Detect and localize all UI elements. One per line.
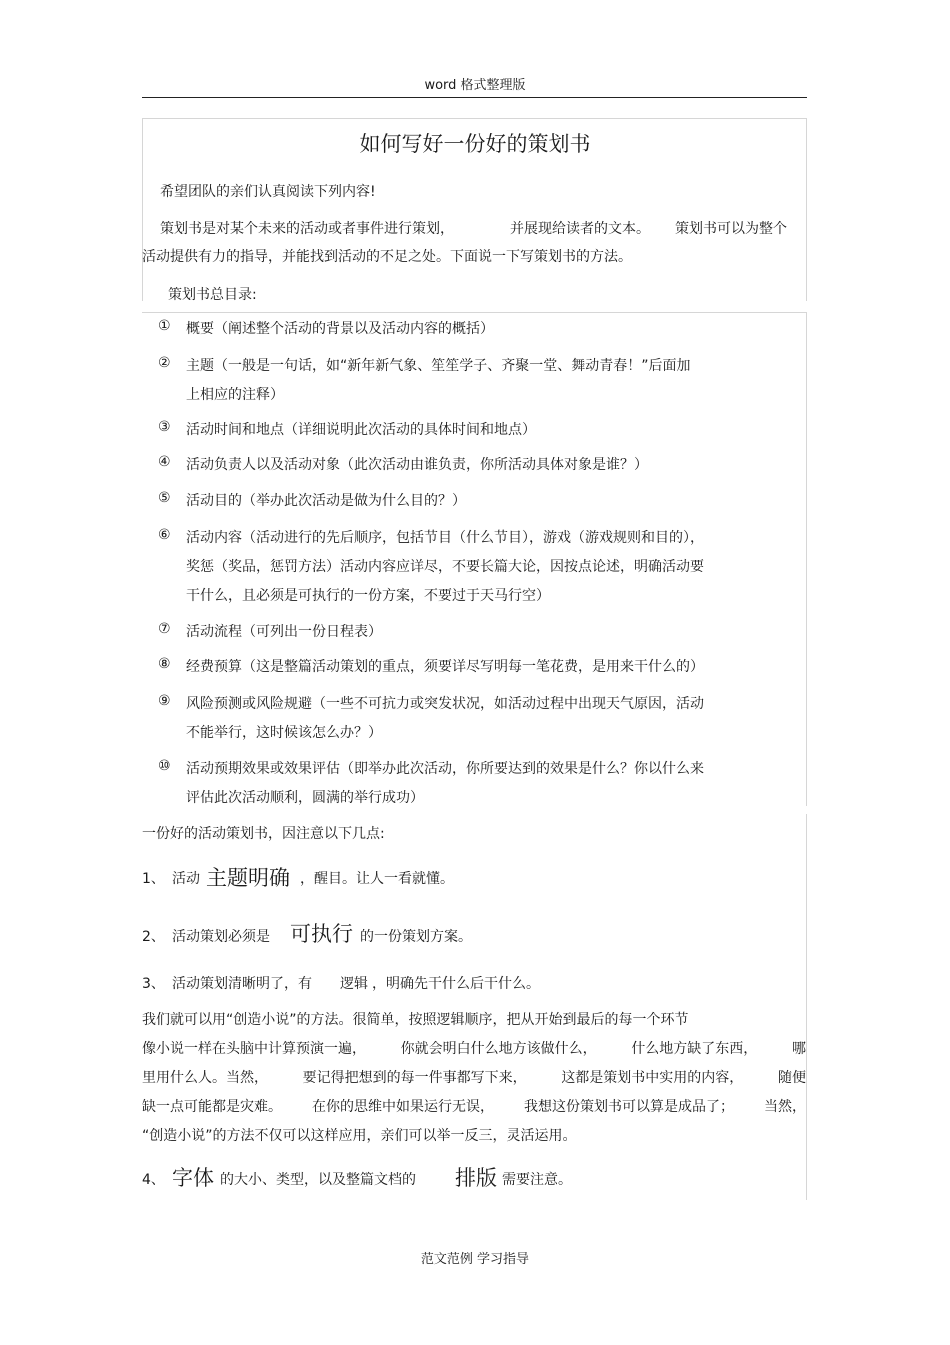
point-text: 活动策划清晰明了，有: [172, 976, 312, 992]
intro-part-3: 策划书可以为整个: [675, 221, 787, 237]
emphasis-text: 排版: [455, 1166, 497, 1190]
emphasis-text: 字体: [172, 1166, 214, 1190]
toc-item-line: 活动时间和地点（详细说明此次活动的具体时间和地点）: [186, 422, 536, 438]
point-text: 逻辑: [340, 976, 368, 992]
emphasis-text: 主题明确: [206, 866, 290, 890]
paragraph-segment: 哪: [791, 1041, 806, 1057]
greeting-line: 希望团队的亲们认真阅读下列内容!: [160, 184, 376, 200]
paragraph-segment: 当然，: [764, 1099, 806, 1115]
toc-item-line: 奖惩（奖品，惩罚方法）活动内容应详尽，不要长篇大论，因按点论述，明确活动要: [186, 559, 704, 575]
point-number: 4、: [142, 1172, 165, 1188]
paragraph-segment: 要记得把想到的每一件事都写下来，: [302, 1070, 527, 1086]
paragraph-line: [142, 1038, 806, 1058]
paragraph-segment: 这都是策划书中实用的内容，: [561, 1070, 744, 1086]
document-title: 如何写好一份好的策划书: [359, 132, 591, 156]
paragraph-segment: 随便: [777, 1070, 806, 1086]
paragraph-line: 我们就可以用“创造小说”的方法。很简单，按照逻辑顺序，把从开始到最后的每一个环节: [142, 1012, 689, 1028]
point-text: ，明确先干什么后干什么。: [372, 976, 540, 992]
point-text: 的一份策划方案。: [360, 929, 472, 945]
toc-number: ⑨: [158, 693, 171, 709]
point-number: 1、: [142, 871, 165, 887]
paragraph-segment: 什么地方缺了东西，: [631, 1041, 758, 1057]
paragraph-segment: 你就会明白什么地方该做什么，: [400, 1041, 597, 1057]
paragraph-line: [142, 1096, 806, 1116]
point-text: 活动: [172, 871, 200, 887]
toc-item-line: 活动负责人以及活动对象（此次活动由谁负责，你所活动具体对象是谁？）: [186, 457, 648, 473]
point-text: 的大小、类型，以及整篇文档的: [220, 1172, 416, 1188]
point-text: 活动策划必须是: [172, 929, 270, 945]
toc-number: ③: [158, 419, 171, 435]
toc-item-line: 不能举行，这时候该怎么办？）: [186, 725, 382, 741]
toc-item-line: 经费预算（这是整篇活动策划的重点，须要详尽写明每一笔花费，是用来干什么的）: [186, 659, 704, 675]
toc-number: ①: [158, 318, 171, 334]
paragraph-line: “创造小说”的方法不仅可以这样应用，亲们可以举一反三，灵活运用。: [142, 1128, 577, 1144]
notes-intro: 一份好的活动策划书，因注意以下几点:: [142, 826, 385, 842]
intro-part-1: 策划书是对某个未来的活动或者事件进行策划，: [160, 221, 454, 237]
point-number: 3、: [142, 976, 165, 992]
paragraph-segment: 我想这份策划书可以算是成品了；: [524, 1099, 734, 1115]
intro-part-2: 并展现给读者的文本。: [510, 221, 650, 237]
paragraph-segment: 在你的思维中如果运行无误，: [312, 1099, 494, 1115]
toc-item-line: 活动流程（可列出一份日程表）: [186, 624, 382, 640]
toc-number: ④: [158, 454, 171, 470]
toc-label: 策划书总目录:: [168, 287, 257, 303]
paragraph-segment: 里用什么人。当然，: [142, 1070, 268, 1086]
toc-item-line: 干什么，且必须是可执行的一份方案，不要过于天马行空）: [186, 588, 550, 604]
toc-number: ⑦: [158, 621, 171, 637]
toc-item-line: 活动预期效果或效果评估（即举办此次活动，你所要达到的效果是什么？你以什么来: [186, 761, 704, 777]
point-text: ，醒目。让人一看就懂。: [300, 871, 454, 887]
paragraph-segment: 缺一点可能都是灾难。: [142, 1099, 282, 1115]
point-text: 需要注意。: [502, 1172, 572, 1188]
emphasis-text: 可执行: [290, 922, 353, 946]
toc-item-line: 主题（一般是一句话，如“新年新气象、笙笙学子、齐聚一堂、舞动青春！”后面加: [186, 358, 691, 374]
paragraph-segment: 像小说一样在头脑中计算预演一遍，: [142, 1041, 366, 1057]
intro-line-2: 活动提供有力的指导，并能找到活动的不足之处。下面说一下写策划书的方法。: [142, 249, 632, 265]
table-border-right-2: [806, 814, 807, 1200]
toc-item-line: 活动内容（活动进行的先后顺序，包括节目（什么节目），游戏（游戏规则和目的），: [186, 530, 704, 546]
page-header: word 格式整理版: [424, 78, 526, 93]
point-number: 2、: [142, 929, 165, 945]
toc-number: ⑧: [158, 656, 171, 672]
toc-number: ⑤: [158, 490, 171, 506]
toc-number: ②: [158, 355, 171, 371]
toc-item-line: 上相应的注释）: [186, 387, 284, 403]
toc-item-line: 活动目的（举办此次活动是做为什么目的？）: [186, 493, 466, 509]
toc-border-top: [142, 312, 807, 313]
header-rule: [142, 97, 807, 98]
table-border-top: [142, 118, 807, 119]
page-footer: 范文范例 学习指导: [420, 1252, 530, 1267]
toc-item-line: 风险预测或风险规避（一些不可抗力或突发状况，如活动过程中出现天气原因，活动: [186, 696, 704, 712]
toc-item-line: 评估此次活动顺利，圆满的举行成功）: [186, 790, 424, 806]
toc-number: ⑩: [158, 758, 171, 774]
toc-item-line: 概要（阐述整个活动的背景以及活动内容的概括）: [186, 321, 494, 337]
toc-number: ⑥: [158, 527, 171, 543]
toc-border-right: [806, 312, 807, 806]
paragraph-line: [142, 1067, 806, 1087]
